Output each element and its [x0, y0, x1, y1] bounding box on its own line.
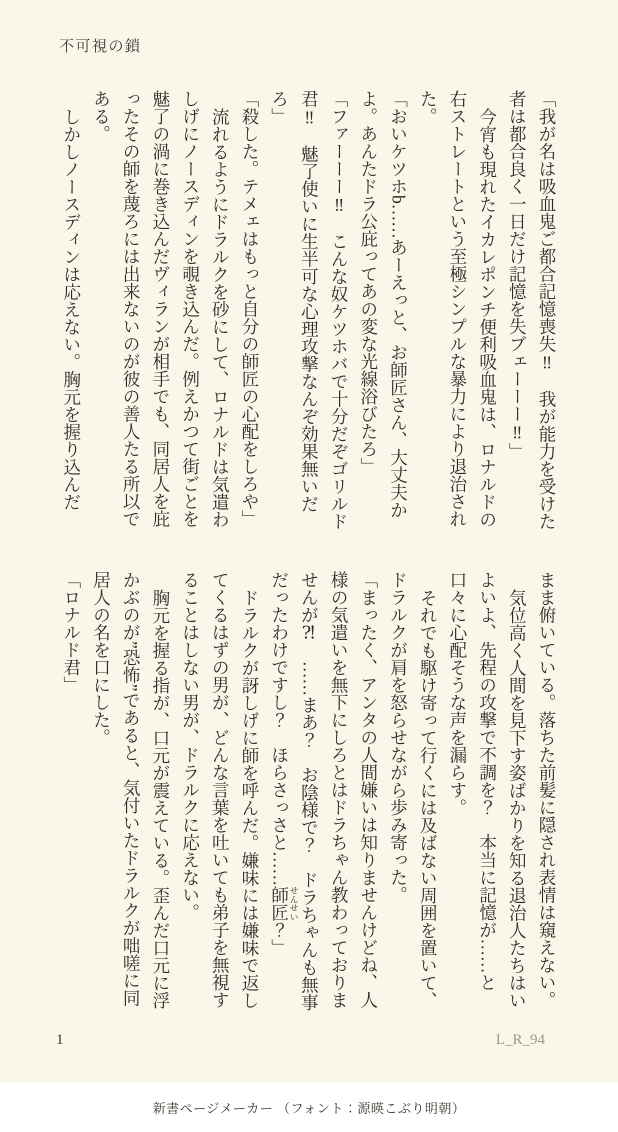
text-block-upper	[55, 90, 561, 537]
paragraph: 「ファーーー‼ こんな奴ケツホバで十分だぞゴリルド君‼ 魅了使いに生半可な心理攻撃なんぞ効果無いだろ」	[269, 90, 350, 530]
page-number: 1	[56, 1032, 64, 1048]
paragraph: 流れるようにドラルクを砂にして、ロナルドは気遣わしげにノースディンを覗き込んだ。例えかつて街ごとを魅了の渦に巻き込んだヴィランが相手でも、同居人を庇ったその師を蔑ろには出来ないのが彼の善人たる所以である。	[91, 90, 231, 528]
ruby-annotated-word: 師匠 せんせい	[269, 886, 299, 921]
paragraph: 胸元を握る指が、口元が震えている。歪んだ口元に浮かぶのが”恐怖”であると、気付いたドラルクが咄嗟に同居人の名を口にした。	[91, 571, 171, 1009]
paragraph: 今宵も現れたイカレポンチ便利吸血鬼は、ロナルドの右ストレートという至極シンプルな暴力により退治された。	[418, 90, 498, 528]
paragraph: まま俯いている。落ちた前髪に隠され表情は窺えない。	[537, 571, 557, 1009]
paragraph: 「ロナルド君」	[61, 571, 82, 694]
caption-bar	[0, 1082, 618, 1132]
page-title: 不可視の鎖	[59, 39, 142, 55]
paragraph: 気位高く人間を見下す姿ばかりを知る退治人たちはいよいよ、先程の攻撃で不調を？ 本当に記憶が……と口々に心配そうな声を漏らす。	[447, 571, 528, 1009]
paragraph: 「殺した。テメェはもっと自分の師匠の心配をしろや」	[239, 90, 260, 528]
paragraph: それでも駆け寄って行くには及ばない周囲を置いて、ドラルクが肩を怒らせながら歩み寄った。	[388, 571, 439, 1009]
page-code: L_R_94	[495, 1032, 545, 1048]
caption-text: 新書ページメーカー （フォント：源暎こぶり明朝）	[152, 1100, 466, 1116]
paragraph: ドラルクが訝しげに師を呼んだ。嫌味には嫌味で返してくるはずの男が、どんな言葉を吐いても弟子を無視することはしない男が、ドラルクに応えない。	[180, 571, 260, 1009]
paragraph: 「おいケツホb……あーえっと、お師匠さん、大丈夫かよ。あんたドラ公庇ってあの変な光線浴びたろ」	[358, 90, 409, 519]
paragraph: 「我が名は吸血鬼ご都合記憶喪失‼ 我が能力を受けた者は都合良く一日だけ記憶を失ブェーーー‼」	[507, 90, 557, 530]
paragraph: 「まったく、アンタの人間嫌いは知りませんけどね、人様の気遣いを無下にしろとはドラちゃん教わっておりませんが⁈ ……まあ？ お陰様で？ ドラちゃんも無事だったわけですし？ ほらさっさと……師匠 せんせい？」	[269, 571, 379, 1011]
text-block-lower	[55, 571, 561, 1018]
paragraph: しかしノースディンは応えない。胸元を握り込んだ	[61, 107, 82, 510]
